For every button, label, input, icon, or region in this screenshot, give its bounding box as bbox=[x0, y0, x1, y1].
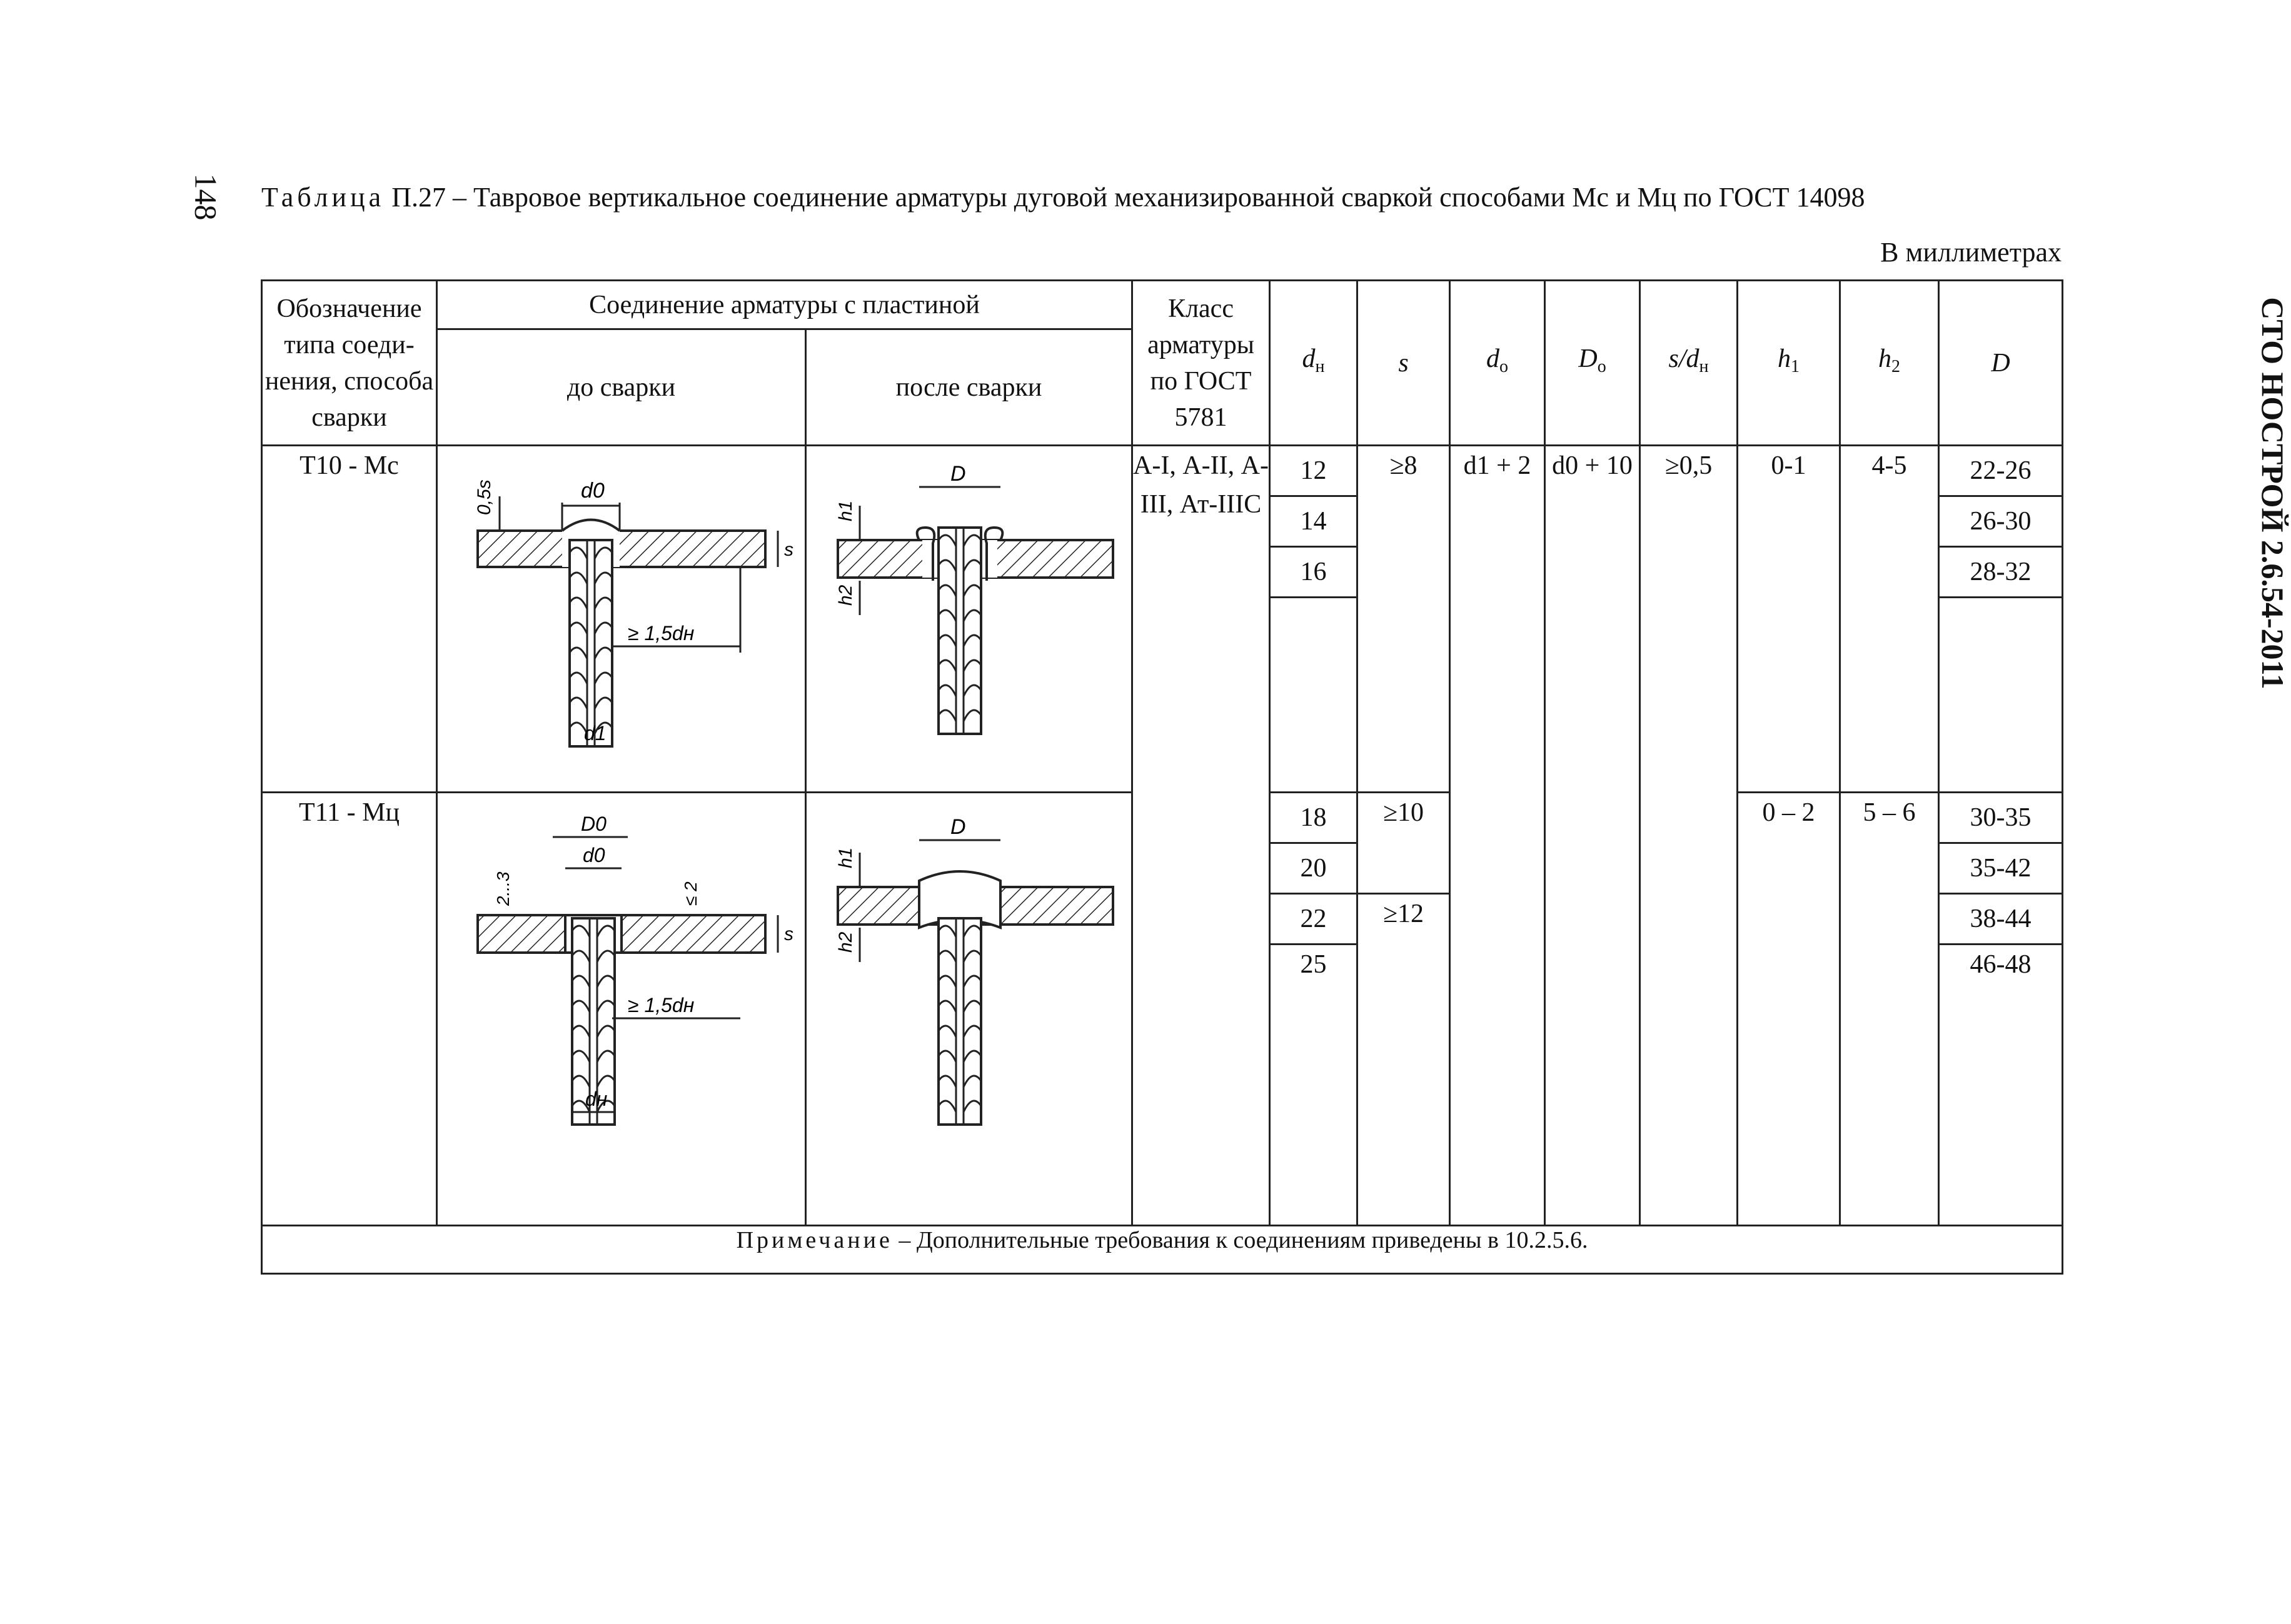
svg-text:d1: d1 bbox=[583, 722, 607, 744]
drawing-t11-after bbox=[806, 793, 1132, 1226]
t10-dn-12: 12 bbox=[1270, 446, 1357, 496]
svg-text:0,5s: 0,5s bbox=[473, 479, 495, 515]
t10-before-welding-diagram bbox=[446, 446, 797, 771]
svg-text:D: D bbox=[950, 815, 966, 839]
page-number: 148 bbox=[188, 173, 224, 221]
t11-s-12: ≥12 bbox=[1357, 894, 1450, 1226]
svg-text:D0: D0 bbox=[580, 813, 607, 835]
t10-dn-16: 16 bbox=[1270, 547, 1357, 598]
t11-dn-20: 20 bbox=[1270, 843, 1357, 894]
svg-text:d0: d0 bbox=[582, 844, 605, 866]
header-type: Обозначение типа соединения, способа сварки bbox=[262, 281, 437, 446]
drawing-t10-after bbox=[806, 446, 1132, 793]
t10-dn-14: 14 bbox=[1270, 496, 1357, 547]
t10-after-welding-diagram bbox=[813, 446, 1125, 746]
t11-D-25: 46-48 bbox=[1939, 945, 2063, 1226]
note-label: Примечание bbox=[736, 1227, 893, 1253]
svg-text:≤ 2: ≤ 2 bbox=[680, 881, 700, 906]
units-label: В миллиметрах bbox=[1880, 237, 2062, 268]
header-do: $d_о$ bbox=[1450, 281, 1545, 446]
header-dn: $d_н$ bbox=[1270, 281, 1357, 446]
type-t10: Т10 - Мс bbox=[262, 446, 437, 793]
header-after-welding: после сварки bbox=[806, 329, 1132, 446]
caption-text: П.27 – Тавровое вертикальное соединение арматуры дуговой механизированной сваркой способами Мс и Мц по ГОСТ 14098 bbox=[385, 182, 1865, 213]
t11-D-20: 35-42 bbox=[1939, 843, 2063, 894]
table-note bbox=[262, 1226, 2063, 1274]
svg-text:≥ 1,5dн: ≥ 1,5dн bbox=[627, 622, 694, 644]
svg-text:D: D bbox=[950, 462, 966, 486]
t11-dn-22: 22 bbox=[1270, 894, 1357, 945]
header-h2: $h_2$ bbox=[1840, 281, 1939, 446]
svg-text:2...3: 2...3 bbox=[493, 871, 513, 906]
svg-text:h1: h1 bbox=[835, 500, 856, 521]
svg-text:h2: h2 bbox=[835, 931, 856, 953]
rebar-class: А-I, А-II, А-III, Ат-IIIС bbox=[1132, 446, 1270, 1226]
header-D: D bbox=[1939, 281, 2063, 446]
t11-s-10: ≥10 bbox=[1357, 793, 1450, 894]
svg-text:d0: d0 bbox=[580, 479, 605, 503]
svg-text:≥ 1,5dн: ≥ 1,5dн bbox=[627, 994, 694, 1016]
header-joint: Соединение арматуры с пластиной bbox=[437, 281, 1132, 329]
t10-dn-empty bbox=[1270, 598, 1357, 793]
svg-text:s: s bbox=[783, 539, 793, 560]
t11-D-18: 30-35 bbox=[1939, 793, 2063, 843]
svg-text:h2: h2 bbox=[835, 584, 856, 606]
welding-joint-table bbox=[261, 279, 2063, 1275]
D-o-formula: d0 + 10 bbox=[1545, 446, 1640, 1226]
type-t11: Т11 - Мц bbox=[262, 793, 437, 1226]
header-class: Класс арматуры по ГОСТ 5781 bbox=[1132, 281, 1270, 446]
t10-D-empty bbox=[1939, 598, 2063, 793]
svg-text:dн: dн bbox=[585, 1088, 607, 1110]
t10-D-14: 26-30 bbox=[1939, 496, 2063, 547]
s-dn-ratio: ≥0,5 bbox=[1640, 446, 1738, 1226]
t10-s: ≥8 bbox=[1357, 446, 1450, 793]
t11-before-welding-diagram bbox=[446, 793, 797, 1131]
table-caption bbox=[261, 181, 1865, 213]
svg-text:s: s bbox=[783, 924, 793, 945]
caption-label: Таблица bbox=[261, 182, 385, 213]
header-Do: $D_о$ bbox=[1545, 281, 1640, 446]
note-text: – Дополнительные требования к соединениям приведены в 10.2.5.6. bbox=[892, 1227, 1588, 1253]
t11-D-22: 38-44 bbox=[1939, 894, 2063, 945]
header-s-dn: $s/d_н$ bbox=[1640, 281, 1738, 446]
t10-D-12: 22-26 bbox=[1939, 446, 2063, 496]
t11-dn-18: 18 bbox=[1270, 793, 1357, 843]
t10-h1: 0-1 bbox=[1738, 446, 1840, 793]
d-o-formula: d1 + 2 bbox=[1450, 446, 1545, 1226]
drawing-t10-before bbox=[437, 446, 806, 793]
t11-h2: 5 – 6 bbox=[1840, 793, 1939, 1226]
t11-dn-25: 25 bbox=[1270, 945, 1357, 1226]
drawing-t11-before bbox=[437, 793, 806, 1226]
header-before-welding: до сварки bbox=[437, 329, 806, 446]
document-code-header: СТО НОСТРОЙ 2.6.54-2011 bbox=[2255, 297, 2290, 689]
header-s: s bbox=[1357, 281, 1450, 446]
svg-text:h1: h1 bbox=[835, 847, 856, 868]
header-h1: $h_1$ bbox=[1738, 281, 1840, 446]
t10-h2: 4-5 bbox=[1840, 446, 1939, 793]
t11-h1: 0 – 2 bbox=[1738, 793, 1840, 1226]
t10-D-16: 28-32 bbox=[1939, 547, 2063, 598]
t11-after-welding-diagram bbox=[813, 793, 1125, 1093]
